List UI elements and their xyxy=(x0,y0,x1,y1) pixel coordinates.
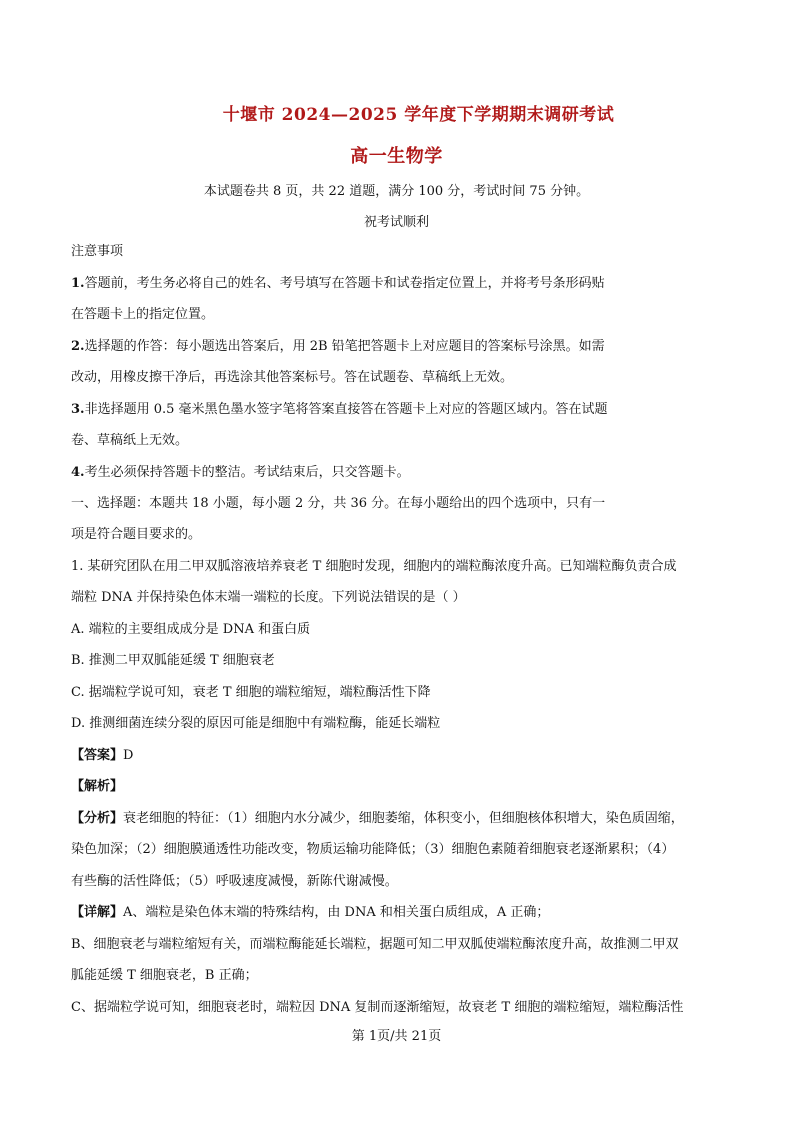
fenxi-text-b: 染色加深；（2）细胞膜通透性功能改变，物质运输功能降低；（3）细胞色素随着细胞衰老逐渐累积；（4） xyxy=(71,842,675,857)
note-3-number: 3. xyxy=(71,402,85,417)
option-b: B. 推测二甲双胍能延缓 T 细胞衰老 xyxy=(71,653,275,668)
fenxi-line-1 xyxy=(71,811,684,827)
note-4-line-1 xyxy=(71,465,410,481)
exam-wish: 祝考试顺利 xyxy=(363,215,429,230)
note-2-line-1 xyxy=(71,339,605,355)
note-4-number: 4. xyxy=(71,465,85,480)
note-3-line-1 xyxy=(71,402,608,418)
answer-value: D xyxy=(123,748,134,763)
note-2-text-a: 选择题的作答：每小题选出答案后，用 2B 铅笔把答题卡上对应题目的答案标号涂黑。如需 xyxy=(84,339,605,354)
answer-line xyxy=(71,748,133,764)
question-1-stem-b: 端粒 DNA 并保持染色体末端一端粒的长度。下列说法错误的是（ ） xyxy=(71,590,466,605)
xiangjie-text-b2: 胍能延缓 T 细胞衰老，B 正确； xyxy=(71,968,258,983)
note-3-text-a: 非选择题用 0.5 毫米黑色墨水签字笔将答案直接答在答题卡上对应的答题区域内。答在试题 xyxy=(84,402,608,417)
xiangjie-label: 【详解】 xyxy=(71,905,124,920)
answer-label: 【答案】 xyxy=(71,748,124,763)
exam-title: 十堰市 2024—2025 学年度下学期期末调研考试 xyxy=(222,105,615,125)
option-d: D. 推测细菌连续分裂的原因可能是细胞中有端粒酶，能延长端粒 xyxy=(71,716,441,731)
fenxi-text-c: 有些酶的活性降低；（5）呼吸速度减慢，新陈代谢减慢。 xyxy=(71,874,398,889)
option-c: C. 据端粒学说可知，衰老 T 细胞的端粒缩短，端粒酶活性下降 xyxy=(71,685,431,700)
fenxi-label: 【分析】 xyxy=(71,811,124,826)
xiangjie-text-b1: B、细胞衰老与端粒缩短有关，而端粒酶能延长端粒，据题可知二甲双胍使端粒酶浓度升高，故推测二甲双 xyxy=(71,937,679,952)
page-number: 第 1页/共 21页 xyxy=(351,1029,442,1044)
option-a: A. 端粒的主要组成成分是 DNA 和蛋白质 xyxy=(71,622,311,637)
note-1-text-b: 在答题卡上的指定位置。 xyxy=(71,307,215,322)
xiangjie-text-a: A、端粒是染色体末端的特殊结构，由 DNA 和相关蛋白质组成，A 正确； xyxy=(123,905,550,920)
note-1-line-1 xyxy=(71,276,605,292)
xiangjie-line-1 xyxy=(71,905,549,921)
note-3-text-b: 卷、草稿纸上无效。 xyxy=(71,433,189,448)
subject-title: 高一生物学 xyxy=(350,146,443,167)
note-1-text-a: 答题前，考生务必将自己的姓名、考号填写在答题卡和试卷指定位置上，并将考号条形码贴 xyxy=(84,276,605,291)
section-heading-line-2: 项是符合题目要求的。 xyxy=(71,527,202,542)
analysis-label: 【解析】 xyxy=(71,779,124,794)
question-1-stem-a: 1. 某研究团队在用二甲双胍溶液培养衰老 T 细胞时发现，细胞内的端粒酶浓度升高。已知端粒酶负责合成 xyxy=(71,559,677,574)
note-4-text-a: 考生必须保持答题卡的整洁。考试结束后，只交答题卡。 xyxy=(84,465,410,480)
note-2-number: 2. xyxy=(71,339,85,354)
notes-heading: 注意事项 xyxy=(71,244,124,259)
xiangjie-text-c1: C、据端粒学说可知，细胞衰老时，端粒因 DNA 复制而逐渐缩短，故衰老 T 细胞的端粒缩短，端粒酶活性 xyxy=(71,1000,684,1015)
section-heading-line-1: 一、选择题：本题共 18 小题，每小题 2 分，共 36 分。在每小题给出的四个选项中，只有一 xyxy=(71,496,606,511)
exam-info: 本试题卷共 8 页，共 22 道题，满分 100 分，考试时间 75 分钟。 xyxy=(203,184,590,199)
fenxi-text-a: 衰老细胞的特征：（1）细胞内水分减少，细胞萎缩，体积变小，但细胞核体积增大，染色质固缩， xyxy=(123,811,684,826)
note-2-text-b: 改动，用橡皮擦干净后，再选涂其他答案标号。答在试题卷、草稿纸上无效。 xyxy=(71,370,514,385)
note-1-number: 1. xyxy=(71,276,85,291)
